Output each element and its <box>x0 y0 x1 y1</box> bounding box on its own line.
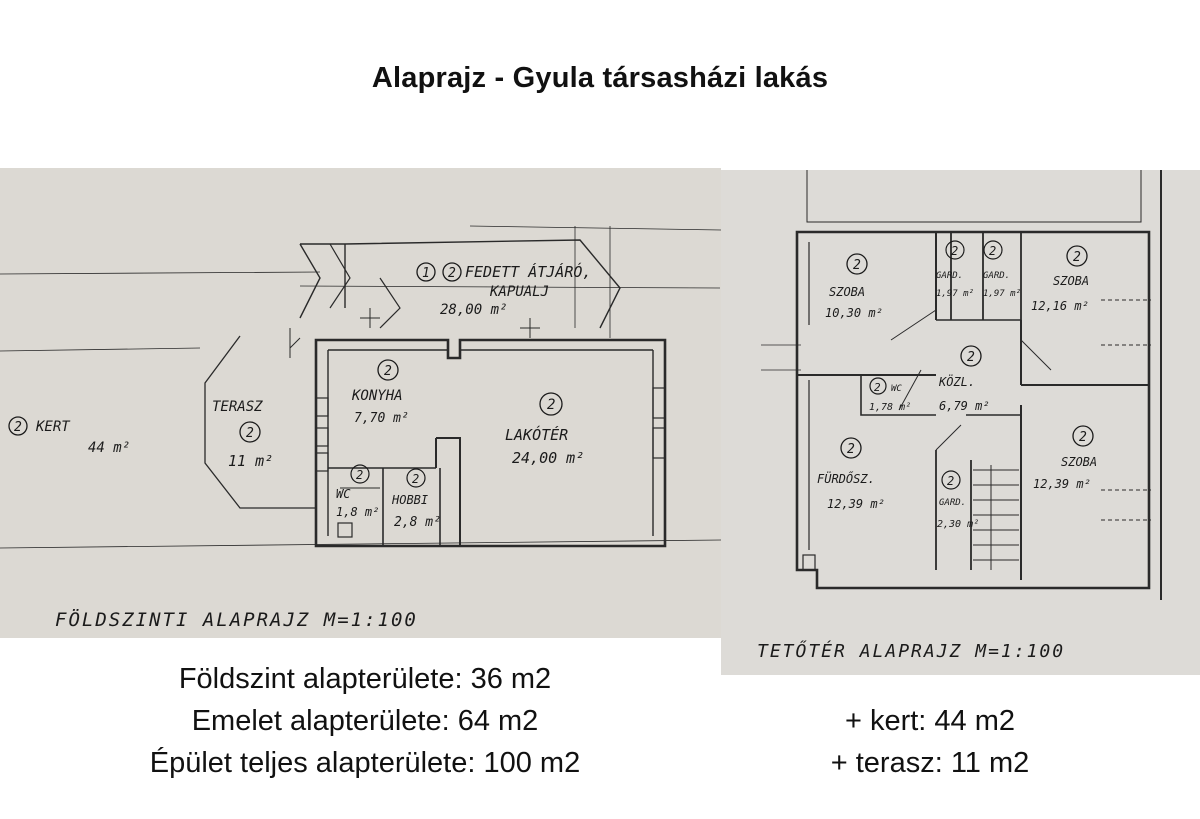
terrace-area-text: + terasz: 11 m2 <box>830 747 1030 779</box>
wc-area: 1,8 m² <box>336 505 380 519</box>
upper-closet3-label: GARD. <box>939 498 967 508</box>
wc-label: WC <box>336 487 351 501</box>
passage-label-1: FEDETT ÁTJÁRÓ, <box>465 263 592 281</box>
upper-closet2-area: 1,97 m² <box>983 289 1021 299</box>
upper-closet2-label: GARD. <box>983 271 1011 281</box>
upper-closet1-label: GARD. <box>936 271 964 281</box>
upper-closet1-area: 1,97 m² <box>936 289 974 299</box>
upper-room1-number: 2 <box>853 258 861 273</box>
passage-number-1: 1 <box>422 266 430 281</box>
ground-floor-caption: FÖLDSZINTI ALAPRAJZ M=1:100 <box>55 609 418 631</box>
living-number: 2 <box>547 397 556 413</box>
upper-closet3-number: 2 <box>947 474 955 488</box>
upper-closet3-area: 2,30 m² <box>937 519 980 530</box>
upper-floor-plan <box>721 170 1200 675</box>
ground-floor-area-text: Földszint alapterülete: 36 m2 <box>178 663 552 695</box>
upper-room2-number: 2 <box>1073 250 1081 265</box>
garden-label: KERT <box>36 419 70 435</box>
passage-label-2: KAPUALJ <box>490 284 550 300</box>
passage-area: 28,00 m² <box>440 302 508 318</box>
upper-room3-number: 2 <box>1079 430 1087 445</box>
passage-number-2: 2 <box>448 266 456 281</box>
upper-bath-label: FÜRDŐSZ. <box>817 472 875 486</box>
upper-wc-number: 2 <box>874 381 881 394</box>
upper-corridor-area: 6,79 m² <box>939 399 990 413</box>
terrace-label: TERASZ <box>212 399 263 415</box>
upper-wc-area: 1,78 m² <box>869 402 912 413</box>
upper-room2-label: SZOBA <box>1053 274 1090 288</box>
upper-corridor-label: KÖZL. <box>939 375 976 389</box>
upper-wc-label: WC <box>891 384 902 394</box>
ground-floor-drawing <box>0 168 721 638</box>
wc-number: 2 <box>356 468 364 482</box>
upper-bath-number: 2 <box>847 442 855 457</box>
hobby-label: HOBBI <box>392 493 429 507</box>
upper-closet1-number: 2 <box>951 244 959 258</box>
area-summary-left <box>40 658 690 784</box>
hobby-number: 2 <box>412 472 420 486</box>
upper-floor-drawing <box>721 170 1200 675</box>
upper-room3-label: SZOBA <box>1061 455 1098 469</box>
total-area-text: Épület teljes alapterülete: 100 m2 <box>149 747 581 779</box>
upper-room2-area: 12,16 m² <box>1031 299 1089 313</box>
upper-floor-caption: TETŐTÉR ALAPRAJZ M=1:100 <box>757 641 1066 662</box>
terrace-area: 11 m² <box>228 452 274 470</box>
garden-number: 2 <box>14 420 22 435</box>
page-title: Alaprajz - Gyula társasházi lakás <box>371 62 829 94</box>
garden-area-text: + kert: 44 m2 <box>844 705 1016 737</box>
upper-corridor-number: 2 <box>967 350 975 365</box>
garden-area: 44 m² <box>88 440 131 456</box>
hobby-area: 2,8 m² <box>394 515 441 530</box>
upper-floor-area-text: Emelet alapterülete: 64 m2 <box>191 705 539 737</box>
kitchen-label: KONYHA <box>352 388 403 404</box>
terrace-number: 2 <box>246 426 254 441</box>
upper-bath-area: 12,39 m² <box>827 497 885 511</box>
kitchen-number: 2 <box>384 364 392 379</box>
ground-floor-plan <box>0 168 721 638</box>
living-label: LAKÓTÉR <box>505 426 569 444</box>
upper-room1-label: SZOBA <box>829 285 866 299</box>
area-summary-right <box>760 700 1100 784</box>
upper-room3-area: 12,39 m² <box>1033 477 1091 491</box>
kitchen-area: 7,70 m² <box>354 411 409 426</box>
upper-closet2-number: 2 <box>989 244 997 258</box>
living-area: 24,00 m² <box>512 449 585 467</box>
upper-room1-area: 10,30 m² <box>825 306 883 320</box>
